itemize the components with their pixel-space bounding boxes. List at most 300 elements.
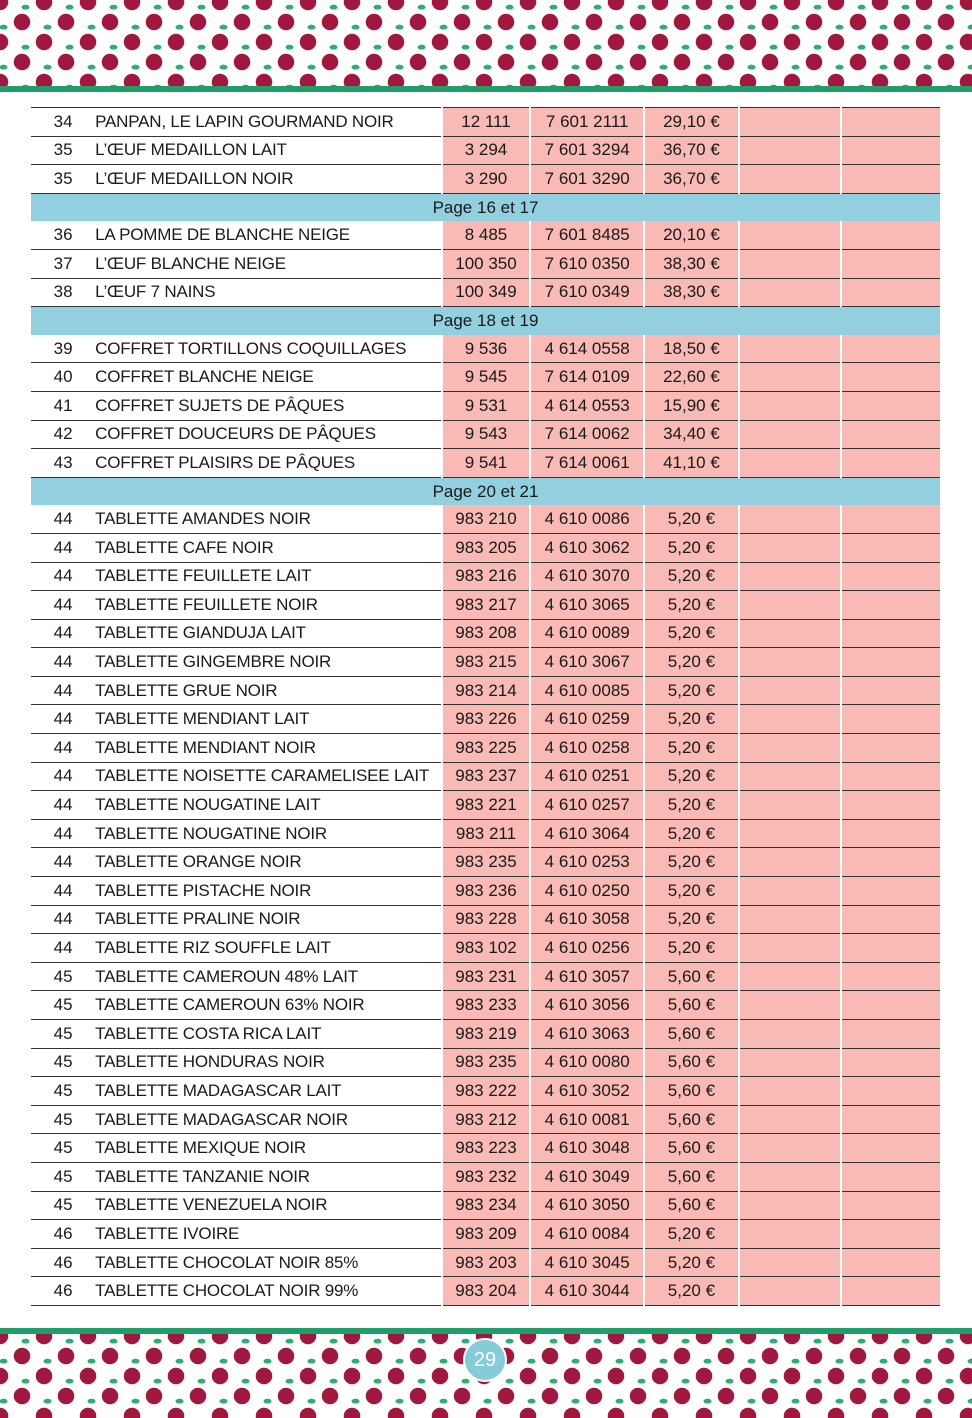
product-name-cell: TABLETTE GRUE NOIR: [95, 676, 442, 705]
reference-cell: 983 236: [442, 877, 530, 906]
page-cell: 38: [31, 278, 95, 307]
section-title: Page 20 et 21: [31, 477, 940, 505]
quantity-cell[interactable]: [739, 1077, 841, 1106]
reference-cell: 983 212: [442, 1105, 530, 1134]
product-name-cell: PANPAN, LE LAPIN GOURMAND NOIR: [95, 108, 442, 137]
table-row: [31, 391, 940, 420]
price-cell: 5,60 €: [644, 1191, 738, 1220]
ean-cell: 4 610 0080: [530, 1048, 644, 1077]
reference-cell: 8 485: [442, 221, 530, 249]
table-row: [31, 734, 940, 763]
section-header-row: [31, 193, 940, 221]
quantity-cell[interactable]: [739, 1277, 841, 1306]
price-cell: 5,60 €: [644, 1048, 738, 1077]
ean-cell: 4 610 3057: [530, 962, 644, 991]
ean-cell: 4 610 3065: [530, 591, 644, 620]
reference-cell: 100 350: [442, 249, 530, 278]
apple-pattern-header: [0, 0, 972, 86]
reference-cell: 983 237: [442, 762, 530, 791]
ean-cell: 7 601 2111: [530, 108, 644, 137]
reference-cell: 9 543: [442, 420, 530, 449]
table-row: [31, 278, 940, 307]
ean-cell: 4 610 3070: [530, 562, 644, 591]
page-cell: 45: [31, 991, 95, 1020]
page-cell: 43: [31, 449, 95, 478]
reference-cell: 983 222: [442, 1077, 530, 1106]
ean-cell: 7 601 3294: [530, 136, 644, 165]
quantity-cell[interactable]: [739, 591, 841, 620]
reference-cell: 100 349: [442, 278, 530, 307]
price-cell: 5,60 €: [644, 1162, 738, 1191]
product-name-cell: TABLETTE GIANDUJA LAIT: [95, 619, 442, 648]
page-cell: 44: [31, 791, 95, 820]
quantity-cell[interactable]: [739, 533, 841, 562]
total-cell[interactable]: [841, 705, 940, 734]
product-name-cell: TABLETTE COSTA RICA LAIT: [95, 1020, 442, 1049]
table-row: [31, 1077, 940, 1106]
price-cell: 5,20 €: [644, 791, 738, 820]
price-cell: 36,70 €: [644, 165, 738, 194]
price-cell: 5,20 €: [644, 819, 738, 848]
product-name-cell: COFFRET PLAISIRS DE PÂQUES: [95, 449, 442, 478]
page-cell: 45: [31, 1020, 95, 1049]
page-number: 29: [473, 1348, 497, 1371]
product-name-cell: TABLETTE RIZ SOUFFLE LAIT: [95, 934, 442, 963]
price-cell: 5,20 €: [644, 1277, 738, 1306]
total-cell[interactable]: [841, 1048, 940, 1077]
page-cell: 39: [31, 335, 95, 363]
section-title: Page 18 et 19: [31, 307, 940, 335]
total-cell[interactable]: [841, 391, 940, 420]
quantity-cell[interactable]: [739, 877, 841, 906]
quantity-cell[interactable]: [739, 934, 841, 963]
reference-cell: 983 235: [442, 1048, 530, 1077]
total-cell[interactable]: [841, 221, 940, 249]
page-cell: 45: [31, 1105, 95, 1134]
total-cell[interactable]: [841, 1105, 940, 1134]
total-cell[interactable]: [841, 249, 940, 278]
ean-cell: 4 610 3056: [530, 991, 644, 1020]
reference-cell: 983 225: [442, 734, 530, 763]
page-cell: 44: [31, 705, 95, 734]
quantity-cell[interactable]: [739, 562, 841, 591]
reference-cell: 983 214: [442, 676, 530, 705]
reference-cell: 3 290: [442, 165, 530, 194]
ean-cell: 4 614 0553: [530, 391, 644, 420]
product-table-body: [31, 108, 940, 1306]
price-cell: 5,20 €: [644, 1248, 738, 1277]
page-number-badge: [463, 1338, 507, 1382]
quantity-cell[interactable]: [739, 1162, 841, 1191]
ean-cell: 7 601 3290: [530, 165, 644, 194]
quantity-cell[interactable]: [739, 278, 841, 307]
reference-cell: 983 209: [442, 1220, 530, 1249]
total-cell[interactable]: [841, 420, 940, 449]
reference-cell: 983 208: [442, 619, 530, 648]
header-divider: [0, 86, 972, 92]
total-cell[interactable]: [841, 905, 940, 934]
table-row: [31, 934, 940, 963]
ean-cell: 7 610 0350: [530, 249, 644, 278]
table-row: [31, 136, 940, 165]
product-name-cell: TABLETTE NOISETTE CARAMELISEE LAIT: [95, 762, 442, 791]
quantity-cell[interactable]: [739, 1248, 841, 1277]
reference-cell: 983 211: [442, 819, 530, 848]
page-cell: 44: [31, 848, 95, 877]
ean-cell: 4 610 3045: [530, 1248, 644, 1277]
quantity-cell[interactable]: [739, 1220, 841, 1249]
price-cell: 5,20 €: [644, 934, 738, 963]
product-name-cell: TABLETTE AMANDES NOIR: [95, 505, 442, 533]
total-cell[interactable]: [841, 1134, 940, 1163]
reference-cell: 983 231: [442, 962, 530, 991]
reference-cell: 983 232: [442, 1162, 530, 1191]
ean-cell: 7 614 0109: [530, 363, 644, 392]
price-cell: 5,20 €: [644, 1220, 738, 1249]
ean-cell: 4 610 0251: [530, 762, 644, 791]
table-row: [31, 221, 940, 249]
section-title: Page 16 et 17: [31, 193, 940, 221]
price-cell: 5,60 €: [644, 1077, 738, 1106]
product-name-cell: L’ŒUF MEDAILLON NOIR: [95, 165, 442, 194]
price-cell: 20,10 €: [644, 221, 738, 249]
price-cell: 5,20 €: [644, 705, 738, 734]
quantity-cell[interactable]: [739, 363, 841, 392]
product-name-cell: TABLETTE PRALINE NOIR: [95, 905, 442, 934]
ean-cell: 4 610 3052: [530, 1077, 644, 1106]
reference-cell: 983 219: [442, 1020, 530, 1049]
total-cell[interactable]: [841, 991, 940, 1020]
reference-cell: 983 215: [442, 648, 530, 677]
product-name-cell: L’ŒUF MEDAILLON LAIT: [95, 136, 442, 165]
total-cell[interactable]: [841, 363, 940, 392]
ean-cell: 4 610 0250: [530, 877, 644, 906]
page-cell: 34: [31, 108, 95, 137]
total-cell[interactable]: [841, 648, 940, 677]
quantity-cell[interactable]: [739, 335, 841, 363]
page-cell: 41: [31, 391, 95, 420]
reference-cell: 983 210: [442, 505, 530, 533]
product-name-cell: TABLETTE MADAGASCAR NOIR: [95, 1105, 442, 1134]
reference-cell: 3 294: [442, 136, 530, 165]
price-cell: 5,20 €: [644, 734, 738, 763]
product-name-cell: TABLETTE FEUILLETE NOIR: [95, 591, 442, 620]
ean-cell: 4 610 0085: [530, 676, 644, 705]
reference-cell: 12 111: [442, 108, 530, 137]
page-cell: 35: [31, 165, 95, 194]
quantity-cell[interactable]: [739, 505, 841, 533]
ean-cell: 4 610 0259: [530, 705, 644, 734]
product-name-cell: TABLETTE CAMEROUN 63% NOIR: [95, 991, 442, 1020]
product-name-cell: TABLETTE CHOCOLAT NOIR 85%: [95, 1248, 442, 1277]
ean-cell: 4 610 3050: [530, 1191, 644, 1220]
total-cell[interactable]: [841, 676, 940, 705]
price-cell: 5,20 €: [644, 533, 738, 562]
table-row: [31, 562, 940, 591]
price-cell: 5,20 €: [644, 619, 738, 648]
table-row: [31, 108, 940, 137]
product-name-cell: TABLETTE NOUGATINE LAIT: [95, 791, 442, 820]
quantity-cell[interactable]: [739, 1048, 841, 1077]
quantity-cell[interactable]: [739, 734, 841, 763]
reference-cell: 983 203: [442, 1248, 530, 1277]
product-name-cell: TABLETTE TANZANIE NOIR: [95, 1162, 442, 1191]
total-cell[interactable]: [841, 791, 940, 820]
table-row: [31, 249, 940, 278]
page-cell: 40: [31, 363, 95, 392]
page-cell: 44: [31, 905, 95, 934]
quantity-cell[interactable]: [739, 705, 841, 734]
reference-cell: 983 205: [442, 533, 530, 562]
page-cell: 36: [31, 221, 95, 249]
ean-cell: 7 601 8485: [530, 221, 644, 249]
ean-cell: 4 610 0257: [530, 791, 644, 820]
page-cell: 44: [31, 648, 95, 677]
product-name-cell: COFFRET TORTILLONS COQUILLAGES: [95, 335, 442, 363]
reference-cell: 983 221: [442, 791, 530, 820]
product-name-cell: TABLETTE FEUILLETE LAIT: [95, 562, 442, 591]
price-cell: 34,40 €: [644, 420, 738, 449]
table-row: [31, 791, 940, 820]
quantity-cell[interactable]: [739, 962, 841, 991]
page-cell: 45: [31, 1191, 95, 1220]
price-cell: 5,60 €: [644, 1020, 738, 1049]
product-name-cell: TABLETTE GINGEMBRE NOIR: [95, 648, 442, 677]
table-row: [31, 991, 940, 1020]
page-cell: 44: [31, 619, 95, 648]
reference-cell: 9 536: [442, 335, 530, 363]
product-name-cell: TABLETTE VENEZUELA NOIR: [95, 1191, 442, 1220]
price-cell: 5,20 €: [644, 648, 738, 677]
quantity-cell[interactable]: [739, 791, 841, 820]
page-cell: 45: [31, 1077, 95, 1106]
price-cell: 29,10 €: [644, 108, 738, 137]
total-cell[interactable]: [841, 962, 940, 991]
table-row: [31, 1248, 940, 1277]
price-cell: 38,30 €: [644, 249, 738, 278]
quantity-cell[interactable]: [739, 1191, 841, 1220]
quantity-cell[interactable]: [739, 1020, 841, 1049]
ean-cell: 4 610 0089: [530, 619, 644, 648]
reference-cell: 983 235: [442, 848, 530, 877]
price-cell: 5,20 €: [644, 676, 738, 705]
table-row: [31, 1048, 940, 1077]
ean-cell: 4 614 0558: [530, 335, 644, 363]
quantity-cell[interactable]: [739, 221, 841, 249]
product-name-cell: TABLETTE CAMEROUN 48% LAIT: [95, 962, 442, 991]
table-row: [31, 165, 940, 194]
total-cell[interactable]: [841, 278, 940, 307]
reference-cell: 9 541: [442, 449, 530, 478]
quantity-cell[interactable]: [739, 391, 841, 420]
total-cell[interactable]: [841, 619, 940, 648]
ean-cell: 7 614 0061: [530, 449, 644, 478]
ean-cell: 4 610 0086: [530, 505, 644, 533]
table-row: [31, 1105, 940, 1134]
table-row: [31, 1162, 940, 1191]
price-cell: 5,60 €: [644, 1105, 738, 1134]
product-name-cell: L’ŒUF BLANCHE NEIGE: [95, 249, 442, 278]
table-row: [31, 591, 940, 620]
quantity-cell[interactable]: [739, 762, 841, 791]
table-row: [31, 1134, 940, 1163]
product-name-cell: TABLETTE MEXIQUE NOIR: [95, 1134, 442, 1163]
product-name-cell: TABLETTE MADAGASCAR LAIT: [95, 1077, 442, 1106]
total-cell[interactable]: [841, 819, 940, 848]
table-row: [31, 905, 940, 934]
total-cell[interactable]: [841, 934, 940, 963]
page-cell: 44: [31, 934, 95, 963]
ean-cell: 4 610 0253: [530, 848, 644, 877]
total-cell[interactable]: [841, 1277, 940, 1306]
page-cell: 44: [31, 762, 95, 791]
page-cell: 44: [31, 562, 95, 591]
price-cell: 38,30 €: [644, 278, 738, 307]
total-cell[interactable]: [841, 505, 940, 533]
page-cell: 35: [31, 136, 95, 165]
price-cell: 36,70 €: [644, 136, 738, 165]
page-cell: 44: [31, 533, 95, 562]
price-cell: 5,20 €: [644, 505, 738, 533]
total-cell[interactable]: [841, 848, 940, 877]
table-row: [31, 962, 940, 991]
ean-cell: 4 610 3049: [530, 1162, 644, 1191]
total-cell[interactable]: [841, 136, 940, 165]
product-name-cell: TABLETTE MENDIANT NOIR: [95, 734, 442, 763]
quantity-cell[interactable]: [739, 420, 841, 449]
page-cell: 37: [31, 249, 95, 278]
quantity-cell[interactable]: [739, 108, 841, 137]
reference-cell: 983 226: [442, 705, 530, 734]
total-cell[interactable]: [841, 762, 940, 791]
section-header-row: [31, 477, 940, 505]
page-cell: 45: [31, 1048, 95, 1077]
reference-cell: 983 223: [442, 1134, 530, 1163]
total-cell[interactable]: [841, 1220, 940, 1249]
reference-cell: 983 233: [442, 991, 530, 1020]
quantity-cell[interactable]: [739, 136, 841, 165]
product-name-cell: TABLETTE NOUGATINE NOIR: [95, 819, 442, 848]
quantity-cell[interactable]: [739, 1134, 841, 1163]
total-cell[interactable]: [841, 335, 940, 363]
product-name-cell: LA POMME DE BLANCHE NEIGE: [95, 221, 442, 249]
table-row: [31, 1020, 940, 1049]
reference-cell: 9 531: [442, 391, 530, 420]
price-cell: 22,60 €: [644, 363, 738, 392]
total-cell[interactable]: [841, 1077, 940, 1106]
quantity-cell[interactable]: [739, 648, 841, 677]
total-cell[interactable]: [841, 877, 940, 906]
ean-cell: 4 610 3058: [530, 905, 644, 934]
total-cell[interactable]: [841, 1020, 940, 1049]
price-cell: 5,60 €: [644, 1134, 738, 1163]
quantity-cell[interactable]: [739, 848, 841, 877]
price-cell: 5,60 €: [644, 962, 738, 991]
total-cell[interactable]: [841, 734, 940, 763]
reference-cell: 983 217: [442, 591, 530, 620]
table-row: [31, 762, 940, 791]
page-cell: 45: [31, 1134, 95, 1163]
ean-cell: 7 614 0062: [530, 420, 644, 449]
total-cell[interactable]: [841, 1191, 940, 1220]
page-cell: 46: [31, 1248, 95, 1277]
ean-cell: 4 610 3067: [530, 648, 644, 677]
table-row: [31, 449, 940, 478]
table-row: [31, 420, 940, 449]
reference-cell: 983 216: [442, 562, 530, 591]
product-name-cell: COFFRET DOUCEURS DE PÂQUES: [95, 420, 442, 449]
table-row: [31, 705, 940, 734]
table-row: [31, 619, 940, 648]
product-name-cell: COFFRET SUJETS DE PÂQUES: [95, 391, 442, 420]
reference-cell: 983 204: [442, 1277, 530, 1306]
product-name-cell: TABLETTE CAFE NOIR: [95, 533, 442, 562]
section-header-row: [31, 307, 940, 335]
price-cell: 5,20 €: [644, 562, 738, 591]
total-cell[interactable]: [841, 591, 940, 620]
table-row: [31, 335, 940, 363]
ean-cell: 4 610 3064: [530, 819, 644, 848]
total-cell[interactable]: [841, 1248, 940, 1277]
reference-cell: 9 545: [442, 363, 530, 392]
table-row: [31, 877, 940, 906]
reference-cell: 983 228: [442, 905, 530, 934]
page-cell: 44: [31, 877, 95, 906]
total-cell[interactable]: [841, 449, 940, 478]
product-name-cell: TABLETTE CHOCOLAT NOIR 99%: [95, 1277, 442, 1306]
table-row: [31, 363, 940, 392]
page-cell: 46: [31, 1220, 95, 1249]
product-name-cell: TABLETTE HONDURAS NOIR: [95, 1048, 442, 1077]
page-cell: 44: [31, 819, 95, 848]
ean-cell: 4 610 0258: [530, 734, 644, 763]
quantity-cell[interactable]: [739, 165, 841, 194]
ean-cell: 4 610 3062: [530, 533, 644, 562]
price-cell: 5,20 €: [644, 591, 738, 620]
price-cell: 5,60 €: [644, 991, 738, 1020]
table-row: [31, 1220, 940, 1249]
quantity-cell[interactable]: [739, 991, 841, 1020]
quantity-cell[interactable]: [739, 619, 841, 648]
table-row: [31, 819, 940, 848]
ean-cell: 4 610 0081: [530, 1105, 644, 1134]
ean-cell: 7 610 0349: [530, 278, 644, 307]
total-cell[interactable]: [841, 108, 940, 137]
ean-cell: 4 610 0256: [530, 934, 644, 963]
quantity-cell[interactable]: [739, 1105, 841, 1134]
page-cell: 44: [31, 591, 95, 620]
quantity-cell[interactable]: [739, 819, 841, 848]
total-cell[interactable]: [841, 533, 940, 562]
page-cell: 45: [31, 962, 95, 991]
total-cell[interactable]: [841, 1162, 940, 1191]
total-cell[interactable]: [841, 562, 940, 591]
quantity-cell[interactable]: [739, 676, 841, 705]
page-cell: 44: [31, 505, 95, 533]
quantity-cell[interactable]: [739, 905, 841, 934]
product-name-cell: L’ŒUF 7 NAINS: [95, 278, 442, 307]
product-name-cell: COFFRET BLANCHE NEIGE: [95, 363, 442, 392]
product-name-cell: TABLETTE ORANGE NOIR: [95, 848, 442, 877]
product-table: [31, 107, 940, 1306]
reference-cell: 983 102: [442, 934, 530, 963]
total-cell[interactable]: [841, 165, 940, 194]
page-cell: 45: [31, 1162, 95, 1191]
price-cell: 5,20 €: [644, 877, 738, 906]
table-row: [31, 676, 940, 705]
quantity-cell[interactable]: [739, 249, 841, 278]
quantity-cell[interactable]: [739, 449, 841, 478]
